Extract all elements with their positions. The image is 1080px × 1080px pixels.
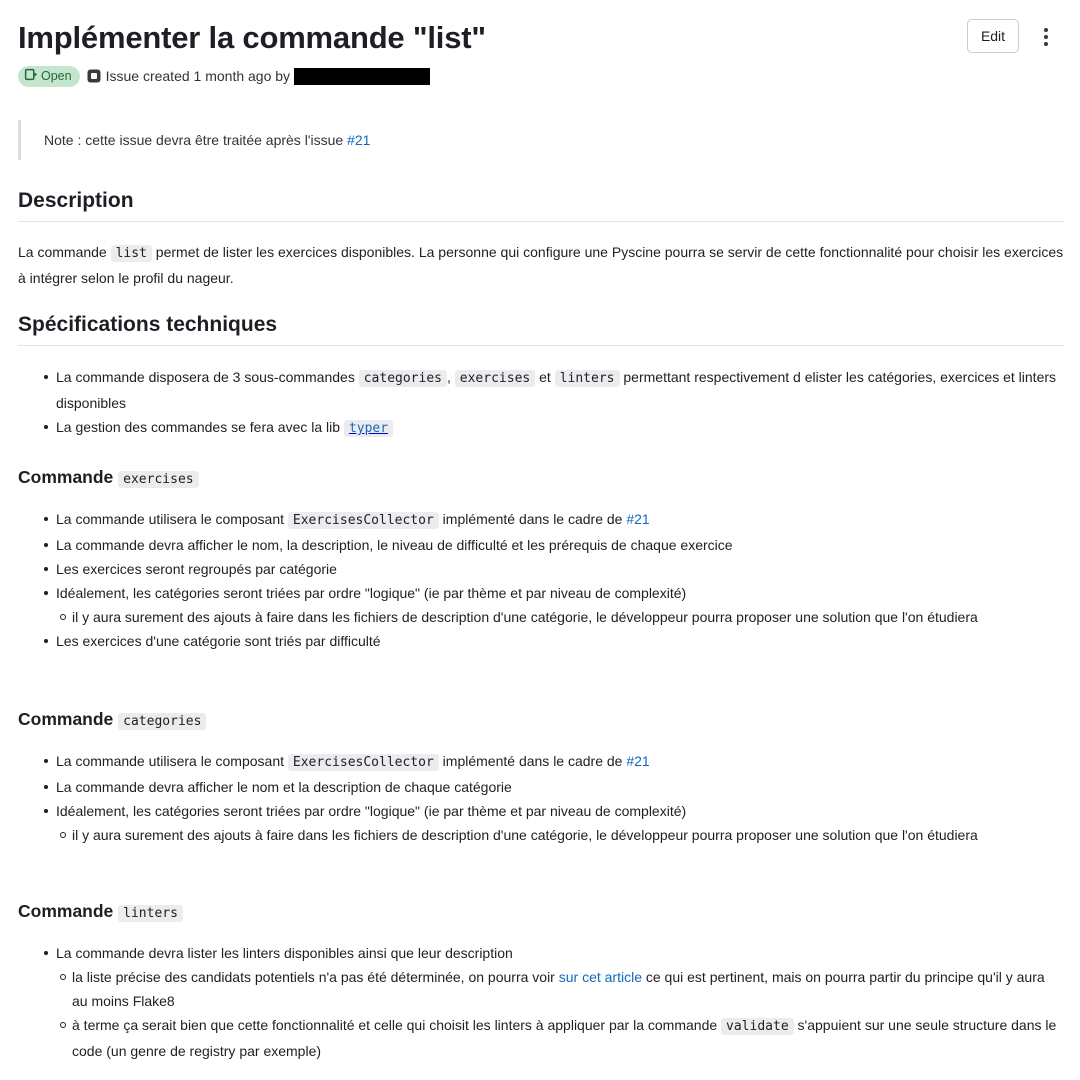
text: Commande [18, 901, 119, 921]
text: la liste précise des candidats potentiels n'a pas été déterminée, on pourra voir [72, 969, 559, 985]
linters-list [18, 941, 1064, 1063]
list-item: La commande devra afficher le nom, la description, le niveau de difficulté et les prérequis de chaque exercice [56, 533, 1064, 557]
list-item [56, 799, 1064, 847]
edit-button[interactable]: Edit [967, 19, 1019, 53]
text: La commande devra lister les linters disponibles ainsi que leur description [56, 945, 513, 961]
text: et [535, 369, 555, 385]
text: Idéalement, les catégories seront triées par ordre "logique" (ie par thème et par niveau de complexité) [56, 585, 687, 601]
inline-code: exercises [455, 370, 535, 387]
exercises-list [18, 507, 1064, 653]
text: La commande utilisera le composant [56, 511, 288, 527]
note-blockquote [18, 120, 1058, 160]
specs-list [18, 365, 1064, 441]
list-item: La commande devra afficher le nom et la description de chaque catégorie [56, 775, 1064, 799]
inline-code: ExercisesCollector [288, 754, 439, 771]
sub-list-item: il y aura surement des ajouts à faire dans les fichiers de description d'une catégorie, le développeur pourra proposer une solution que l'on étudiera [72, 605, 1064, 629]
inline-code: linters [118, 905, 183, 922]
note-issue-link[interactable]: #21 [347, 132, 371, 148]
issue-title: Implémenter la commande "list" [18, 20, 486, 55]
inline-code: validate [721, 1018, 794, 1035]
created-text: Issue created 1 month ago by [105, 68, 291, 84]
linters-heading [18, 901, 183, 922]
list-item: Les exercices seront regroupés par catégorie [56, 557, 1064, 581]
issue-link[interactable]: #21 [626, 511, 650, 527]
text: implémenté dans le cadre de [438, 753, 627, 769]
inline-code: exercises [118, 471, 198, 488]
status-label: Open [41, 69, 72, 83]
issue-link[interactable]: #21 [626, 753, 650, 769]
categories-list [18, 749, 1064, 847]
text: La gestion des commandes se fera avec la lib [56, 419, 344, 435]
sub-list-item [72, 1013, 1064, 1063]
text: implémenté dans le cadre de [438, 511, 627, 527]
exercises-heading [18, 467, 199, 488]
list-item [56, 749, 1064, 775]
text: Commande [18, 467, 119, 487]
inline-code: ExercisesCollector [288, 512, 439, 529]
text: La commande [18, 244, 111, 260]
sub-list [18, 823, 1064, 847]
status-badge [18, 66, 80, 87]
text: à terme ça serait bien que cette fonctionnalité et celle qui choisit les linters à appliquer par la commande [72, 1017, 722, 1033]
article-link[interactable]: sur cet article [558, 969, 642, 985]
issue-type-icon [86, 68, 102, 84]
text: permettant respectivement d elister les catégories, exercices et linters disponibles [56, 369, 1057, 411]
categories-heading [18, 709, 206, 730]
sub-list-item: il y aura surement des ajouts à faire dans les fichiers de description d'une catégorie, le développeur pourra proposer une solution que l'on étudiera [72, 823, 1064, 847]
issue-open-icon [24, 68, 37, 84]
text: , [447, 369, 455, 385]
issue-meta [18, 65, 430, 87]
text: La commande disposera de 3 sous-commandes [56, 369, 359, 385]
text: Commande [18, 709, 119, 729]
text: La commande utilisera le composant [56, 753, 288, 769]
sub-list [18, 965, 1064, 1063]
list-item [56, 507, 1064, 533]
more-actions-kebab-icon[interactable] [1034, 22, 1058, 52]
author-redacted [294, 68, 430, 85]
sub-list-item [72, 965, 1064, 1013]
list-item [56, 365, 1064, 415]
list-item: Les exercices d'une catégorie sont triés par difficulté [56, 629, 1064, 653]
text: s'appuient sur une seule structure dans le code (un genre de registry par exemple) [72, 1017, 1057, 1059]
sub-list [18, 605, 1064, 629]
inline-code: categories [118, 713, 206, 730]
typer-link[interactable] [344, 419, 393, 435]
inline-code: categories [359, 370, 447, 387]
list-item [56, 941, 1064, 1063]
inline-code: linters [555, 370, 620, 387]
text: Idéalement, les catégories seront triées par ordre "logique" (ie par thème et par niveau de complexité) [56, 803, 687, 819]
list-item [56, 415, 1064, 441]
description-paragraph [18, 240, 1064, 290]
note-text: Note : cette issue devra être traitée après l'issue [44, 132, 348, 148]
inline-code: list [111, 245, 152, 262]
text: permet de lister les exercices disponibles. La personne qui configure une Pyscine pourra se servir de cette fonctionnalité pour choisir les exercices à intégrer selon le profil du nageur. [18, 244, 1064, 286]
specs-heading: Spécifications techniques [18, 313, 1064, 346]
description-heading: Description [18, 189, 1064, 222]
inline-code: typer [344, 420, 393, 437]
text: ce qui est pertinent, mais on pourra partir du principe qu'il y aura au moins Flake8 [72, 969, 1045, 1009]
list-item [56, 581, 1064, 629]
